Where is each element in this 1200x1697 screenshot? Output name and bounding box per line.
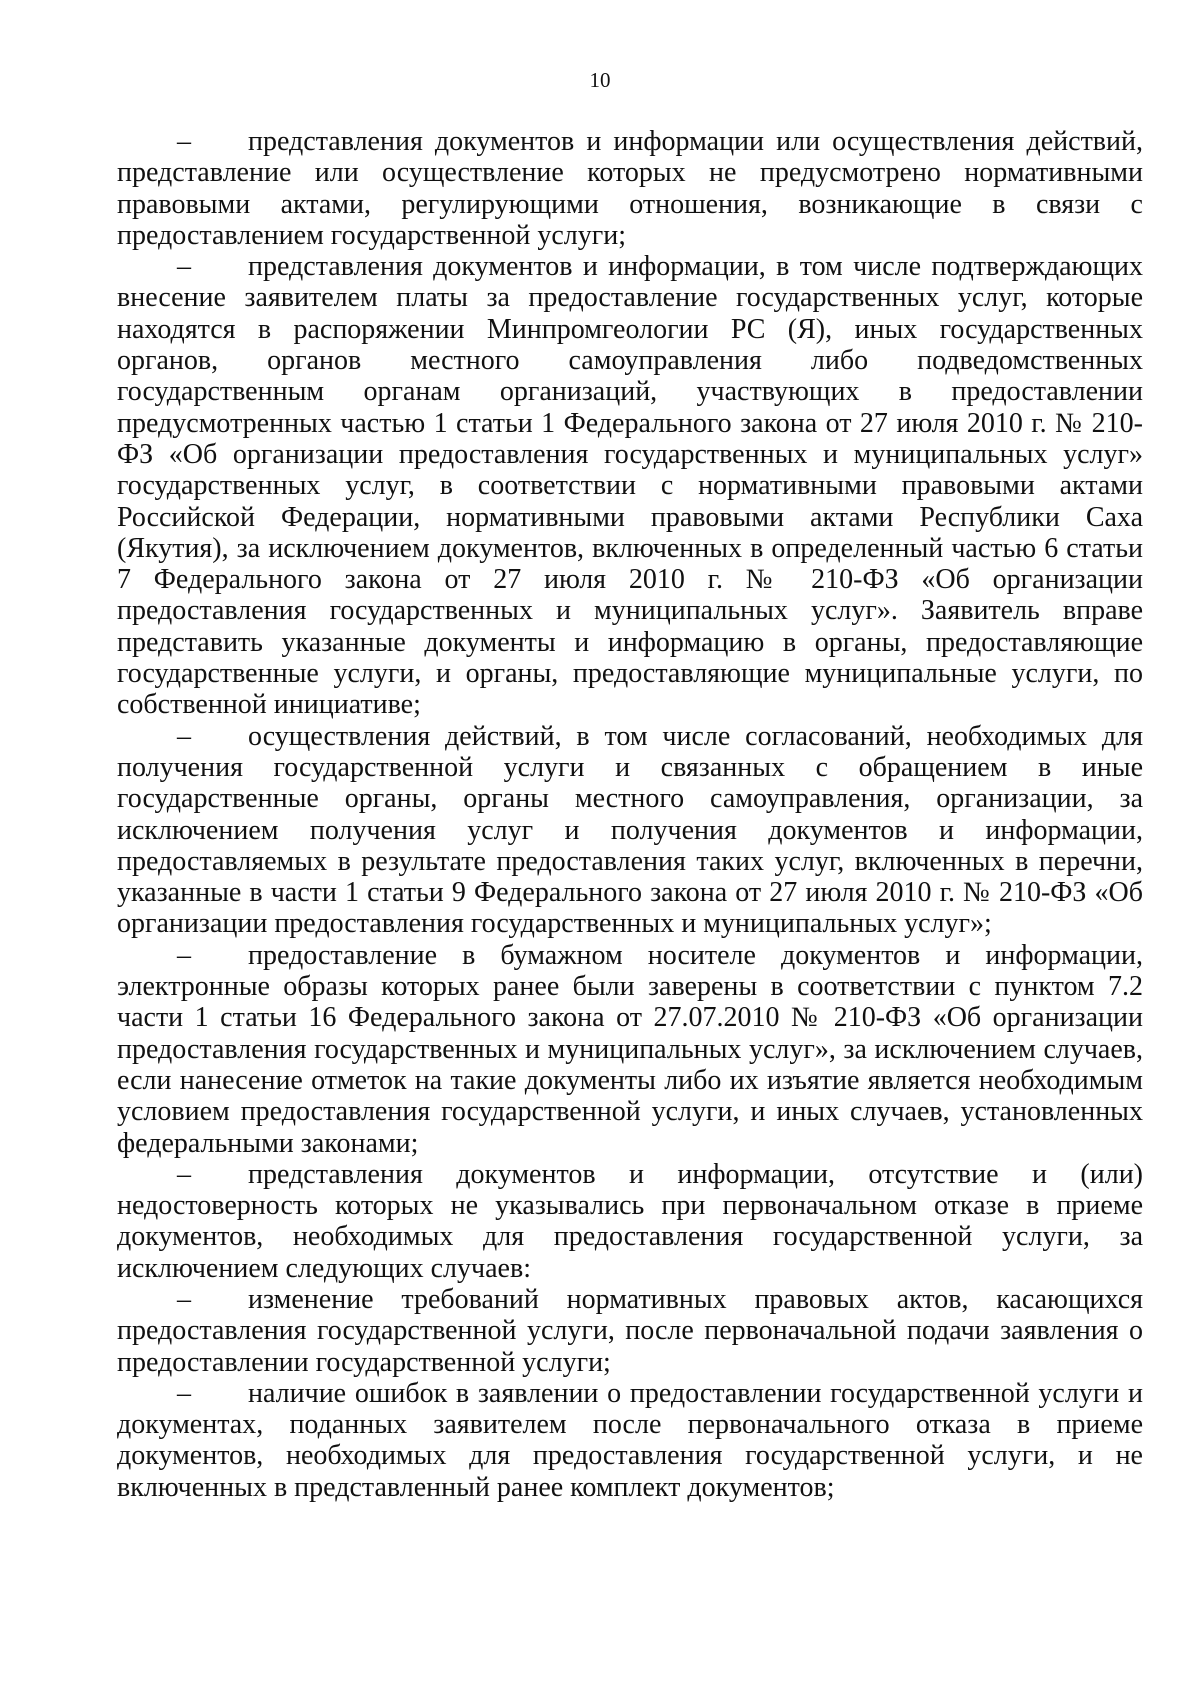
list-item <box>117 1284 1143 1378</box>
list-item <box>117 940 1143 1159</box>
list-marker: – <box>177 1158 191 1190</box>
list-item-text: изменение требований нормативных правовых актов, касающихся предоставления государственной услуги, после первоначальной подачи заявления о предоставлении государственной услуги; <box>117 1283 1143 1378</box>
list-marker: – <box>177 126 191 157</box>
list-marker: – <box>177 251 191 283</box>
list-item <box>117 721 1143 940</box>
list-item-text: представления документов и информации или осуществления действий, представление или осуществление которых не предусмотрено нормативными правовыми актами, регулирующими отношения, возникающие в связи с предоставлением государственной услуги; <box>117 126 1143 251</box>
list-item <box>117 251 1143 720</box>
list-item-text: наличие ошибок в заявлении о предоставлении государственной услуги и документах, поданных заявителем после первоначального отказа в приеме документов, необходимых для предоставления государственной услуги, и не включенных в представленный ранее комплект документов; <box>117 1377 1143 1503</box>
list-item-text: представления документов и информации, в том числе подтверждающих внесение заявителем платы за предоставление государственных услуг, которые находятся в распоряжении Минпромгеологии РС (Я), иных государственных органов, органов местного самоуправления либо подведомственных государственным органам организаций, участвующих в предоставлении предусмотренных частью 1 статьи 1 Федерального закона от 27 июля 2010 г. № 210-ФЗ «Об организации предоставления государственных и муниципальных услуг» государственных услуг, в соответствии с нормативными правовыми актами Российской Федерации, нормативными правовыми актами Республики Саха (Якутия), за исключением документов, включенных в определенный частью 6 статьи 7 Федерального закона от 27 июля 2010 г. № 210-ФЗ «Об организации предоставления государственных и муниципальных услуг». Заявитель вправе представить указанные документы и информацию в органы, предоставляющие государственные услуги, и органы, предоставляющие муниципальные услуги, по собственной инициативе; <box>117 251 1143 721</box>
list-marker: – <box>177 939 191 971</box>
list-item <box>117 126 1143 251</box>
list-item-text: представления документов и информации, отсутствие и (или) недостоверность которых не указывались при первоначальном отказе в приеме документов, необходимых для предоставления государственной услуги, за исключением следующих случаев: <box>117 1158 1143 1284</box>
list-marker: – <box>177 1283 191 1315</box>
list-marker: – <box>177 1377 191 1409</box>
page-number: 10 <box>589 68 611 92</box>
list-marker: – <box>177 720 191 752</box>
document-body <box>117 126 1143 1503</box>
list-item <box>117 1378 1143 1503</box>
list-item-text: осуществления действий, в том числе согласований, необходимых для получения государственной услуги и связанных с обращением в иные государственные органы, органы местного самоуправления, организации, за исключением получения услуг и получения документов и информации, предоставляемых в результате предоставления таких услуг, включенных в перечни, указанные в части 1 статьи 9 Федерального закона от 27 июля 2010 г. № 210-ФЗ «Об организации предоставления государственных и муниципальных услуг»; <box>117 720 1143 940</box>
list-item <box>117 1159 1143 1284</box>
list-item-text: предоставление в бумажном носителе документов и информации, электронные образы которых ранее были заверены в соответствии с пунктом 7.2 части 1 статьи 16 Федерального закона от 27.07.2010 № 210-ФЗ «Об организации предоставления государственных и муниципальных услуг», за исключением случаев, если нанесение отметок на такие документы либо их изъятие является необходимым условием предоставления государственной услуги, и иных случаев, установленных федеральными законами; <box>117 939 1143 1159</box>
